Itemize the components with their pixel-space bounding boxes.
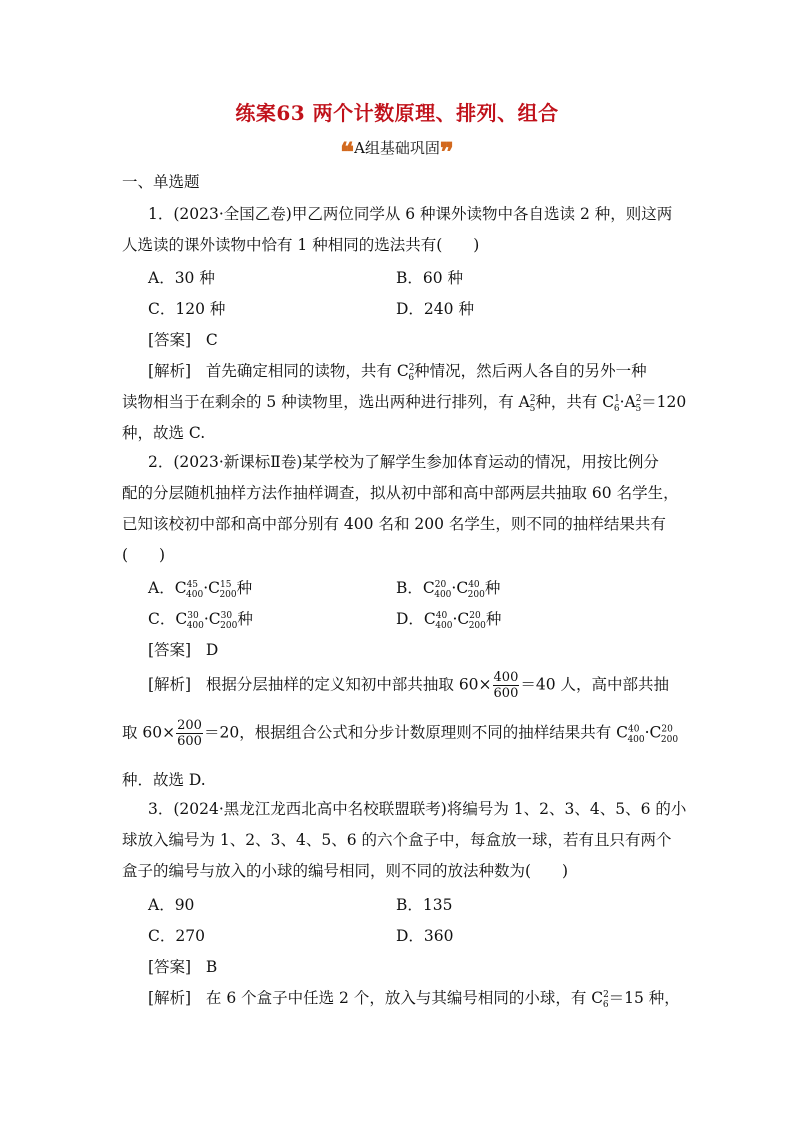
q1-analysis-line-1: [解析] 首先确定相同的读物，共有 $C^2_6$种情况，然后两人各自的另外一种 <box>148 362 647 384</box>
q1-line-1: 1．(2023·全国乙卷)甲乙两位同学从 6 种课外读物中各自选读 2 种，则这两 <box>148 205 673 223</box>
fraction-numerator: 400 <box>493 670 519 685</box>
q3-analysis-tag: [解析] <box>148 989 192 1007</box>
q3-answer-value: B <box>205 958 218 976</box>
group-label: A组基础巩固 <box>354 139 440 157</box>
q2-option-b: B．$C^{20}_{400}\cdot C^{40}_{200}$种 <box>396 579 501 601</box>
q2-analysis-text-1b: ＝40 人，高中部共抽 <box>520 675 670 694</box>
q3-option-b: B．135 <box>396 896 453 914</box>
q1-option-d: D．240 种 <box>396 300 474 318</box>
q2-line-3: 已知该校初中部和高中部分别有 400 名和 200 名学生，则不同的抽样结果共有 <box>122 515 666 533</box>
q3-analysis-text-1a: 在 6 个盒子中任选 2 个，放入与其编号相同的小球，有 C <box>205 989 604 1007</box>
q2-line-2: 配的分层随机抽样方法作抽样调查，拟从初中部和高中部两层共抽取 60 名学生， <box>122 484 679 502</box>
q1-analysis-text-2c: ·A <box>619 393 636 411</box>
q3-analysis-line-1: [解析] 在 6 个盒子中任选 2 个，放入与其编号相同的小球，有 $C^2_6=15$ 种， <box>148 989 680 1011</box>
fraction-denominator: 600 <box>177 734 202 749</box>
q1-analysis-text-2d: ＝120 <box>641 393 687 411</box>
q2-option-a-label: A．C <box>148 579 187 597</box>
close-quote-icon: ❞ <box>439 138 454 168</box>
group-badge <box>0 137 794 166</box>
q1-option-a: A．30 种 <box>148 269 215 287</box>
q1-answer <box>148 328 218 350</box>
fraction-numerator: 200 <box>177 718 202 733</box>
q2-answer-value: D <box>205 641 219 659</box>
q2-analysis-text-2b: ＝20，根据组合公式和分步计数原理则不同的抽样结果共有 C <box>203 723 628 742</box>
q2-option-a: A．$C^{45}_{400}\cdot C^{15}_{200}$种 <box>148 579 253 601</box>
q2-analysis-tag: [解析] <box>148 675 192 694</box>
q2-analysis-text-2a: 取 60× <box>122 723 176 742</box>
q3-answer <box>148 955 217 977</box>
q3-option-c: C．270 <box>148 927 205 945</box>
q2-analysis-text-1a: 根据分层抽样的定义知初中部共抽取 60× <box>205 675 492 694</box>
q2-option-c: C．$C^{30}_{400}\cdot C^{30}_{200}$种 <box>148 610 253 632</box>
q1-analysis-tag: [解析] <box>148 362 192 380</box>
q1-analysis-line-2: 读物相当于在剩余的 5 种读物里，选出两种进行排列，有 $A^2_5$种，共有 $C^1_6\cdot A^2_5=120$ <box>122 393 687 415</box>
q2-option-d-suffix: 种 <box>485 610 502 628</box>
q1-option-c: C．120 种 <box>148 300 226 318</box>
q2-option-d-label: D．C <box>396 610 436 628</box>
q1-analysis-text-2a: 读物相当于在剩余的 5 种读物里，选出两种进行排列，有 A <box>122 393 530 411</box>
q3-option-a: A．90 <box>148 896 195 914</box>
q2-option-c-suffix: 种 <box>237 610 253 628</box>
page-title: 练案63 两个计数原理、排列、组合 <box>235 101 559 125</box>
q3-analysis-text-1b: ＝15 种， <box>608 989 680 1007</box>
q3-line-3: 盒子的编号与放入的小球的编号相同，则不同的放法种数为( ) <box>122 862 569 880</box>
q2-line-1: 2．(2023·新课标Ⅱ卷)某学校为了解学生参加体育运动的情况，用按比例分 <box>148 453 659 471</box>
fraction-200-600 <box>176 718 203 749</box>
q2-analysis-line-1 <box>148 670 669 701</box>
fraction-denominator: 600 <box>493 686 519 701</box>
q1-analysis-line-3: 种，故选 C. <box>122 424 206 442</box>
q1-answer-tag: [答案] <box>148 331 192 349</box>
q1-answer-value: C <box>205 331 218 349</box>
q2-line-4: ( ) <box>122 546 166 564</box>
q1-analysis-text-1: 首先确定相同的读物，共有 C <box>205 362 409 380</box>
q2-analysis-line-3: 种．故选 D. <box>122 771 206 789</box>
q2-option-b-label: B．C <box>396 579 435 597</box>
section-heading: 一、单选题 <box>122 173 200 191</box>
q1-analysis-text-2b: 种，共有 C <box>535 393 615 411</box>
q3-option-d: D．360 <box>396 927 454 945</box>
q2-analysis-line-2: 取 60× $\frac{200}{600}$ ＝20，根据组合公式和分步计数原理则不同的抽样结果共有 $C^{40}_{400}\cdot C^{20}_{200}$ <box>122 718 679 749</box>
q2-option-d: D．$C^{40}_{400}\cdot C^{20}_{200}$种 <box>396 610 502 632</box>
q1-line-2: 人选读的课外读物中恰有 1 种相同的选法共有( ) <box>122 236 480 254</box>
q3-line-1: 3．(2024·黑龙江龙西北高中名校联盟联考)将编号为 1、2、3、4、5、6 的小 <box>148 800 687 818</box>
q1-analysis-text-1b: 种情况，然后两人各自的另外一种 <box>414 362 647 380</box>
open-quote-icon: ❝ <box>340 138 355 168</box>
q2-option-c-label: C．C <box>148 610 188 628</box>
q1-option-b: B．60 种 <box>396 269 464 287</box>
q2-answer <box>148 638 218 660</box>
q2-option-b-suffix: 种 <box>484 579 501 597</box>
q3-line-2: 球放入编号为 1、2、3、4、5、6 的六个盒子中，每盒放一球，若有且只有两个 <box>122 831 672 849</box>
q3-answer-tag: [答案] <box>148 958 192 976</box>
q2-option-a-suffix: 种 <box>236 579 253 597</box>
fraction-400-600 <box>493 670 520 701</box>
q2-answer-tag: [答案] <box>148 641 192 659</box>
